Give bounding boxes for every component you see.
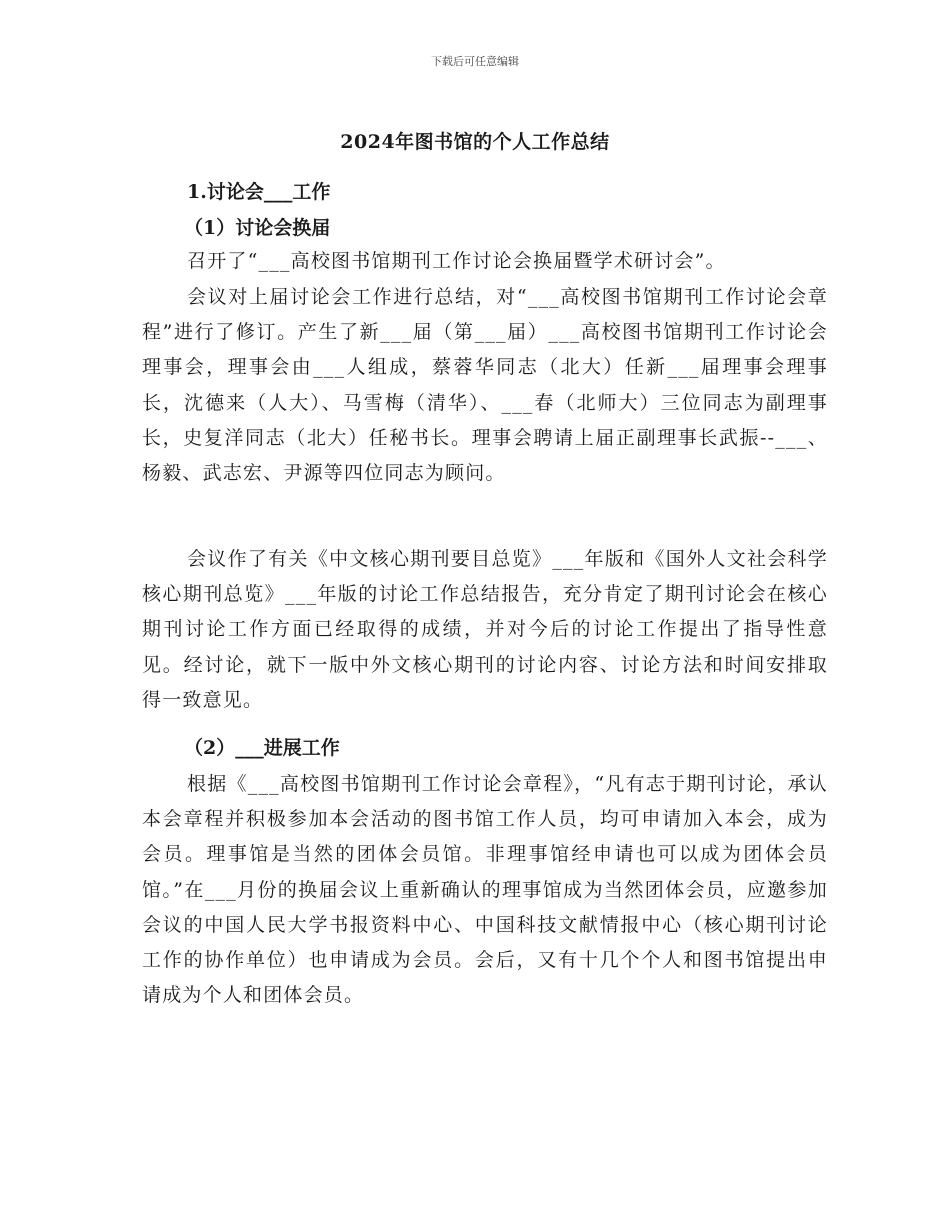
paragraph-4: 根据《___高校图书馆期刊工作讨论会章程》，“凡有志于期刊讨论，承认本会章程并积极参加本会活动的图书馆工作人员，均可申请加入本会，成为会员。理事馆是当然的团体会员馆。非理事馆经申请也可以成为团体会员馆。”在___月份的换届会议上重新确认的理事馆成为当然团体会员，应邀参加会议的中国人民大学书报资料中心、中国科技文献情报中心（核心期刊讨论工作的协作单位）也申请成为会员。会后，又有十几个个人和图书馆提出申请成为个人和团体会员。 — [142, 773, 828, 1007]
document-title: 2024年图书馆的个人工作总结 — [340, 131, 610, 153]
page-header-note: 下载后可任意编辑 — [431, 55, 519, 68]
subsection-heading-1: （1）讨论会换届 — [184, 217, 331, 239]
paragraph-2: 会议对上届讨论会工作进行总结，对“___高校图书馆期刊工作讨论会章程”进行了修订。产生了新___届（第___届）___高校图书馆期刊工作讨论会理事会，理事会由___人组成，蔡蓉华同志（北大）任新___届理事会理事长，沈德来（人大）、马雪梅（清华）、___春（北师大）三位同志为副理事长，史复洋同志（北大）任秘书长。理事会聘请上届正副理事长武振--___、杨毅、武志宏、尹源等四位同志为顾问。 — [142, 286, 828, 485]
paragraph-1: 召开了“___高校图书馆期刊工作讨论会换届暨学术研讨会”。 — [187, 250, 726, 272]
subsection-heading-2: （2）___进展工作 — [184, 737, 340, 759]
section-heading: 1.讨论会___工作 — [187, 181, 331, 203]
paragraph-3: 会议作了有关《中文核心期刊要目总览》___年版和《国外人文社会科学核心期刊总览》___年版的讨论工作总结报告，充分肯定了期刊讨论会在核心期刊讨论工作方面已经取得的成绩，并对今后的讨论工作提出了指导性意见。经讨论，就下一版中外文核心期刊的讨论内容、讨论方法和时间安排取得一致意见。 — [142, 548, 828, 711]
